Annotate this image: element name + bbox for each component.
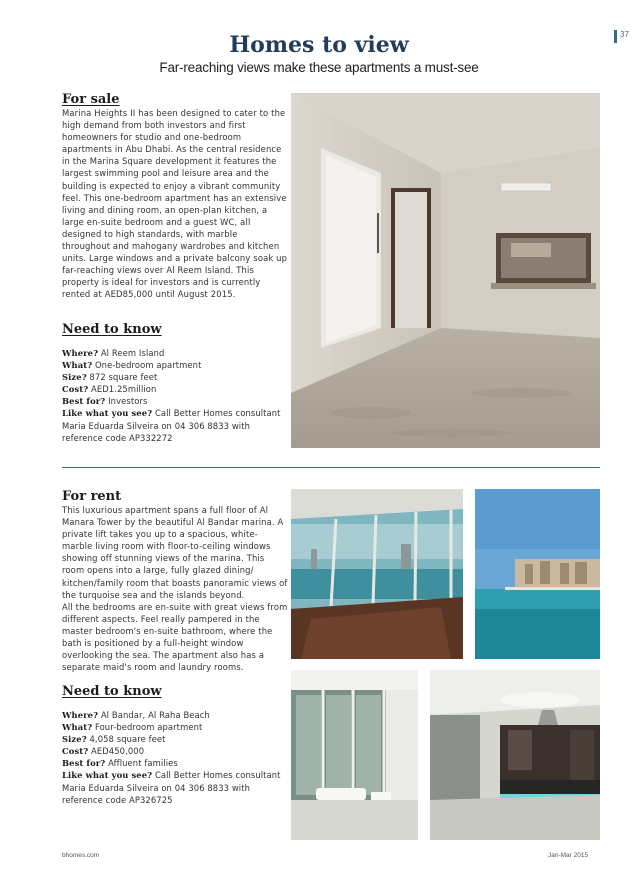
rent-description: [62, 504, 288, 673]
sale-need-to-know-heading: Need to know: [62, 322, 162, 337]
fact-contact: Like what you see? Call Better Homes consultant Maria Eduarda Silveira on 04 306 8833 with reference code AP326725: [62, 770, 281, 805]
sale-description: [62, 107, 288, 301]
fact-where: Where? Al Reem Island: [62, 348, 165, 358]
fact-best-for: Best for? Investors: [62, 396, 148, 407]
rent-paragraph-2: All the bedrooms are en-suite with great views from different aspects. Feel really pampered in the master bedroom's en-suite bathroom, where the bath is positioned by a full-height window overlooking the sea. The apartment also has a separate maid's room and laundry rooms.: [62, 601, 288, 673]
fact-cost: Cost? AED450,000: [62, 746, 145, 757]
sale-facts: [62, 347, 288, 444]
rent-kitchen-photo: [430, 670, 600, 840]
fact-size: Size? 4,058 square feet: [62, 734, 166, 745]
rent-lounge-photo: [291, 670, 418, 840]
fact-contact: Like what you see? Call Better Homes consultant Maria Eduarda Silveira on 04 306 8833 with reference code AP332272: [62, 408, 281, 443]
fact-size: Size? 872 square feet: [62, 372, 158, 383]
footer-website: bhomes.com: [62, 852, 100, 859]
page-number: 37: [620, 30, 629, 39]
footer-date: Jan-Mar 2015: [548, 852, 589, 859]
sale-paragraph: Marina Heights II has been designed to cater to the high demand from both investors and first homeowners for studio and one-bedroom apartments in Abu Dhabi. As the central residence in the Marina Square development it features the largest swimming pool and leisure area and the building is expected to enjoy a vibrant community feel. This one-bedroom apartment has an extensive living and dining room, an open-plan kitchen, a large en-suite bedroom and a guest WC, all designed to high standards, with marble throughout and mahogany wardrobes and kitchen units. Large windows and a private balcony soak up far-reaching views over Al Reem Island. This property is ideal for investors and is currently rented at AED85,000 until August 2015.: [62, 108, 288, 300]
rent-living-room-photo: [291, 489, 463, 659]
rent-paragraph-1: This luxurious apartment spans a full floor of Al Manara Tower by the beautiful Al Bandar marina. A private lift takes you up to a spacious, white-marble living room with floor-to-ceiling windows showing off stunning views of the marina. This room opens into a large, fully glazed dining/ kitchen/family room that boasts panoramic views of the turquoise sea and the islands beyond.: [62, 505, 288, 600]
fact-best-for: Best for? Affluent families: [62, 758, 178, 769]
rent-heading: For rent: [62, 489, 122, 504]
rent-facts: [62, 709, 288, 806]
fact-where: Where? Al Bandar, Al Raha Beach: [62, 710, 210, 720]
sale-apartment-photo: [291, 93, 600, 448]
section-divider: [62, 467, 600, 468]
fact-what: What? Four-bedroom apartment: [62, 722, 203, 733]
page-subtitle: Far-reaching views make these apartments a must-see: [159, 60, 479, 75]
rent-need-to-know-heading: Need to know: [62, 684, 162, 699]
fact-what: What? One-bedroom apartment: [62, 360, 202, 371]
rent-marina-photo: [475, 489, 600, 659]
sale-heading: For sale: [62, 92, 120, 107]
page-title: Homes to view: [229, 32, 409, 58]
fact-cost: Cost? AED1.25million: [62, 384, 157, 395]
